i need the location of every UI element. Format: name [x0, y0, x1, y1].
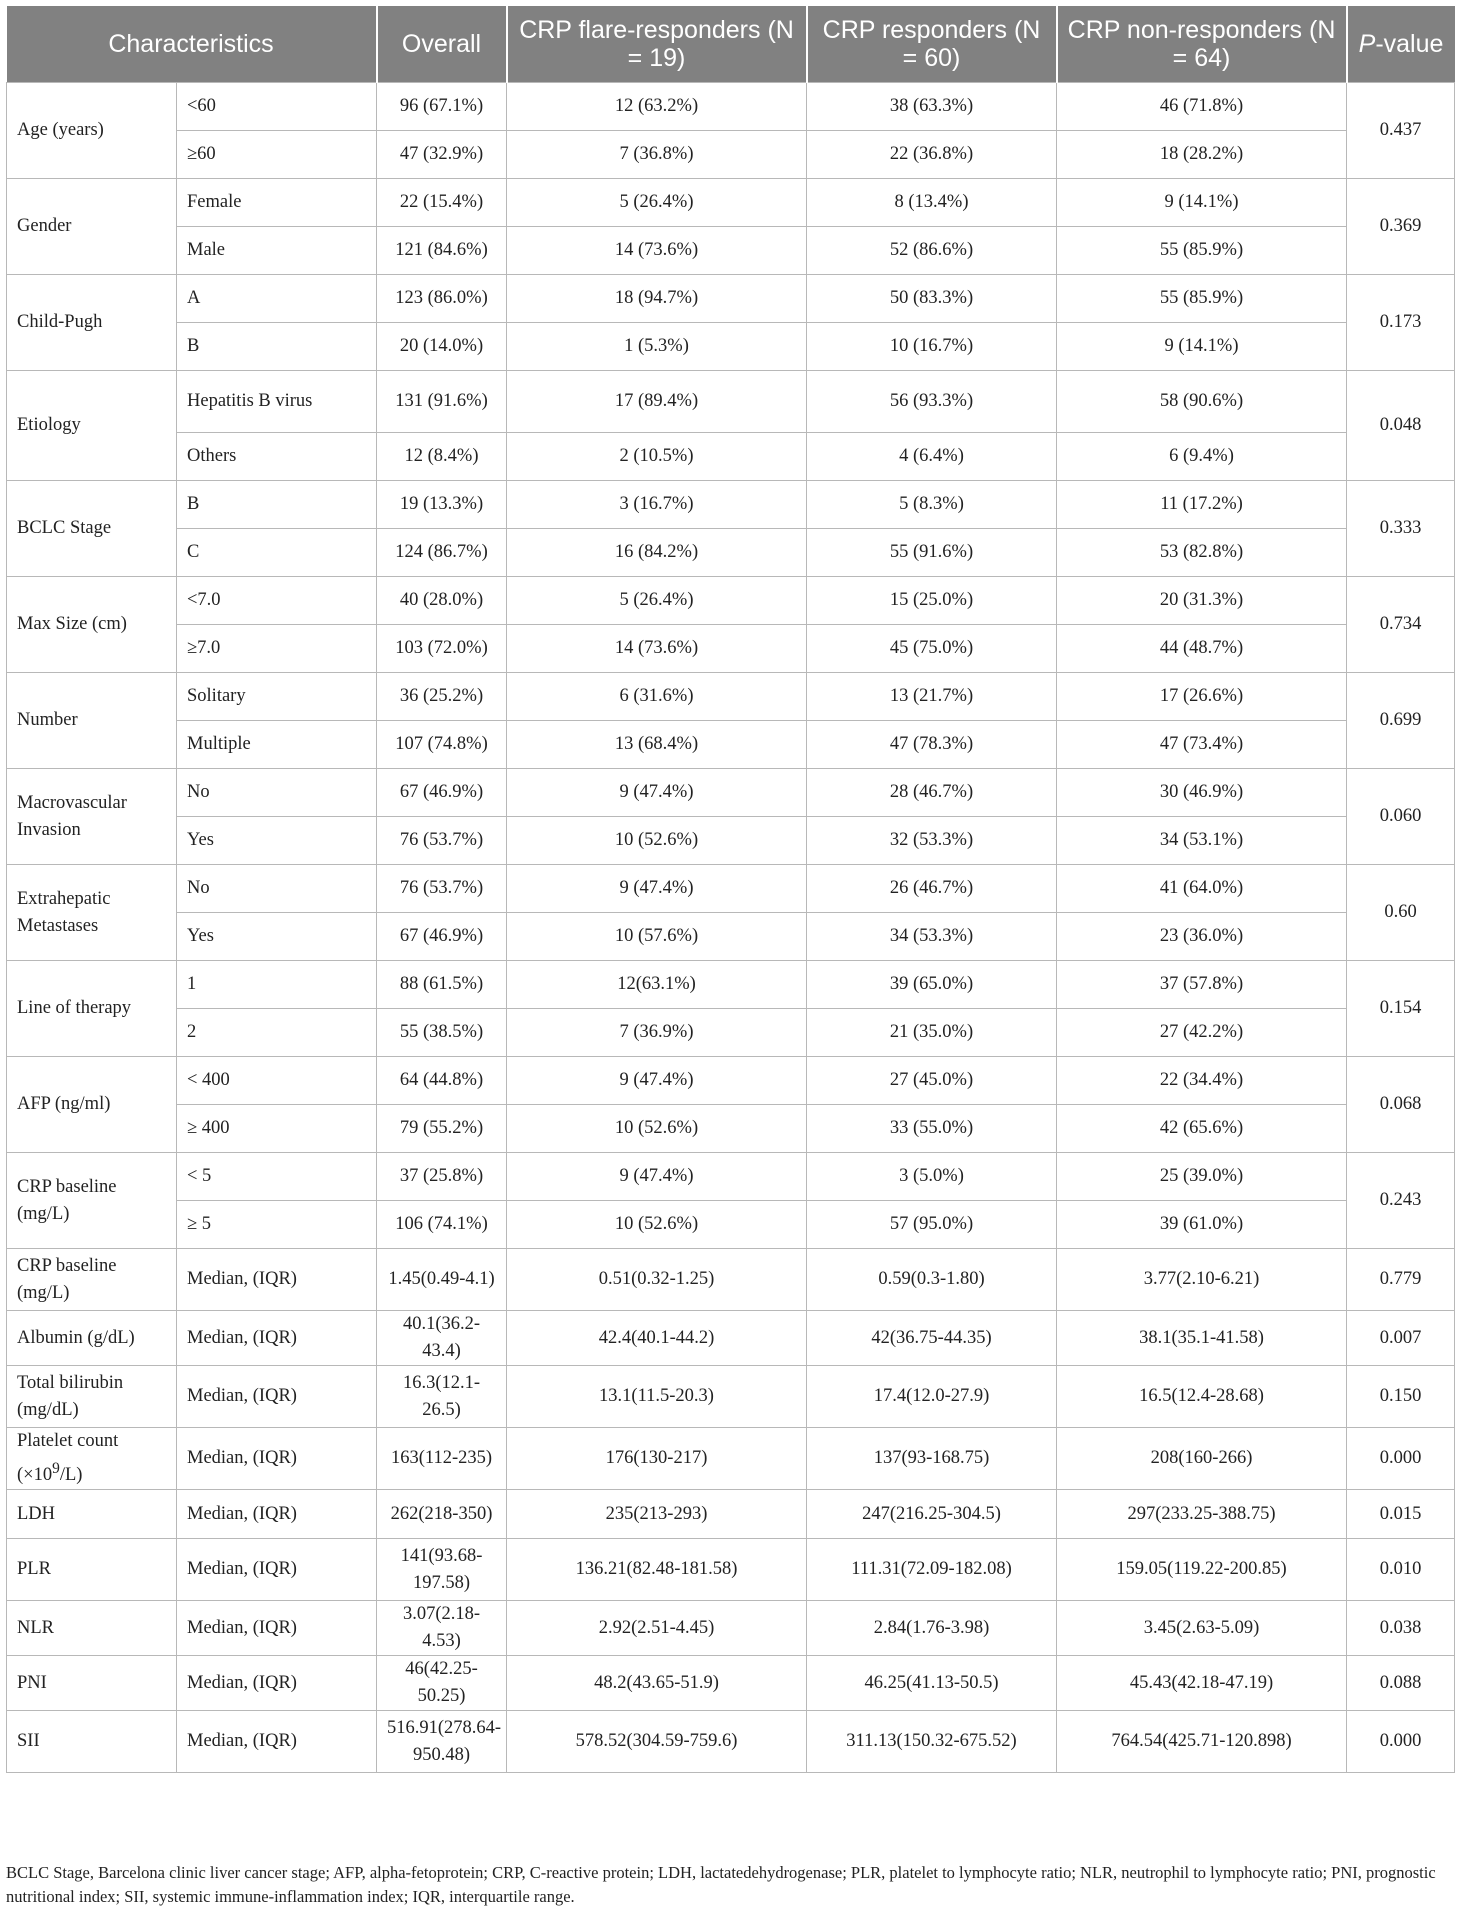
cell-overall: 76 (53.7%): [377, 865, 507, 913]
cell-flare-responders: 7 (36.8%): [507, 131, 807, 179]
row-category: Hepatitis B virus: [177, 371, 377, 433]
row-label-unit-pre: (×10: [17, 1465, 53, 1486]
cell-flare-responders: 14 (73.6%): [507, 625, 807, 673]
cell-overall: 67 (46.9%): [377, 913, 507, 961]
cell-flare-responders: 48.2(43.65-51.9): [507, 1656, 807, 1711]
table-row: [7, 371, 1455, 433]
cell-pvalue: 0.779: [1347, 1249, 1455, 1311]
cell-non-responders: 297(233.25-388.75): [1057, 1490, 1347, 1539]
cell-flare-responders: 16 (84.2%): [507, 529, 807, 577]
cell-responders: 33 (55.0%): [807, 1105, 1057, 1153]
cell-responders: 52 (86.6%): [807, 227, 1057, 275]
cell-overall: 131 (91.6%): [377, 371, 507, 433]
table-row: [7, 323, 1455, 371]
row-category: Female: [177, 179, 377, 227]
table-row: [7, 275, 1455, 323]
cell-flare-responders: 5 (26.4%): [507, 179, 807, 227]
cell-responders: 47 (78.3%): [807, 721, 1057, 769]
cell-non-responders: 25 (39.0%): [1057, 1153, 1347, 1201]
header-pvalue: [1347, 6, 1455, 83]
row-category: ≥60: [177, 131, 377, 179]
table-row: [7, 1428, 1455, 1490]
table-row: [7, 865, 1455, 913]
cell-responders: 46.25(41.13-50.5): [807, 1656, 1057, 1711]
table-row: [7, 961, 1455, 1009]
cell-flare-responders: 578.52(304.59-759.6): [507, 1711, 807, 1773]
cell-overall: 46(42.25-50.25): [377, 1656, 507, 1711]
cell-responders: 5 (8.3%): [807, 481, 1057, 529]
row-category: Median, (IQR): [177, 1711, 377, 1773]
row-category: 1: [177, 961, 377, 1009]
table-row: [7, 913, 1455, 961]
row-category: <60: [177, 83, 377, 131]
cell-non-responders: 53 (82.8%): [1057, 529, 1347, 577]
table-row: [7, 433, 1455, 481]
cell-flare-responders: 17 (89.4%): [507, 371, 807, 433]
cell-overall: 20 (14.0%): [377, 323, 507, 371]
table-row: [7, 721, 1455, 769]
cell-flare-responders: 2.92(2.51-4.45): [507, 1601, 807, 1656]
table-row: [7, 673, 1455, 721]
cell-responders: 4 (6.4%): [807, 433, 1057, 481]
cell-pvalue: 0.015: [1347, 1490, 1455, 1539]
row-label: Number: [7, 673, 177, 769]
header-characteristics: Characteristics: [7, 6, 377, 83]
header-pvalue-rest: -value: [1375, 30, 1444, 58]
row-label: AFP (ng/ml): [7, 1057, 177, 1153]
row-category: Multiple: [177, 721, 377, 769]
cell-responders: 26 (46.7%): [807, 865, 1057, 913]
row-label: Max Size (cm): [7, 577, 177, 673]
table-row: [7, 1711, 1455, 1773]
row-category: <7.0: [177, 577, 377, 625]
cell-non-responders: 11 (17.2%): [1057, 481, 1347, 529]
cell-flare-responders: 13 (68.4%): [507, 721, 807, 769]
cell-pvalue: 0.369: [1347, 179, 1455, 275]
cell-non-responders: 159.05(119.22-200.85): [1057, 1539, 1347, 1601]
header-row: [7, 6, 1455, 83]
row-category: Median, (IQR): [177, 1539, 377, 1601]
cell-non-responders: 16.5(12.4-28.68): [1057, 1366, 1347, 1428]
cell-responders: 38 (63.3%): [807, 83, 1057, 131]
table-row: [7, 131, 1455, 179]
cell-non-responders: 3.77(2.10-6.21): [1057, 1249, 1347, 1311]
cell-overall: 123 (86.0%): [377, 275, 507, 323]
row-category: B: [177, 481, 377, 529]
row-label-unit-post: /L): [59, 1465, 83, 1486]
header-pvalue-italic: P: [1358, 30, 1376, 58]
cell-non-responders: 47 (73.4%): [1057, 721, 1347, 769]
row-label: BCLC Stage: [7, 481, 177, 577]
row-category: Male: [177, 227, 377, 275]
cell-overall: 19 (13.3%): [377, 481, 507, 529]
table-body: [7, 83, 1455, 1773]
cell-overall: 67 (46.9%): [377, 769, 507, 817]
cell-non-responders: 20 (31.3%): [1057, 577, 1347, 625]
cell-non-responders: 3.45(2.63-5.09): [1057, 1601, 1347, 1656]
table-row: [7, 227, 1455, 275]
table-row: [7, 769, 1455, 817]
cell-responders: 42(36.75-44.35): [807, 1311, 1057, 1366]
cell-flare-responders: 14 (73.6%): [507, 227, 807, 275]
row-category: Yes: [177, 913, 377, 961]
characteristics-table: [6, 6, 1455, 1773]
cell-flare-responders: 6 (31.6%): [507, 673, 807, 721]
cell-non-responders: 55 (85.9%): [1057, 275, 1347, 323]
row-label: Etiology: [7, 371, 177, 481]
cell-non-responders: 9 (14.1%): [1057, 323, 1347, 371]
cell-responders: 28 (46.7%): [807, 769, 1057, 817]
table-row: [7, 1153, 1455, 1201]
cell-overall: 12 (8.4%): [377, 433, 507, 481]
cell-flare-responders: 9 (47.4%): [507, 1057, 807, 1105]
cell-flare-responders: 9 (47.4%): [507, 1153, 807, 1201]
row-category: ≥7.0: [177, 625, 377, 673]
cell-flare-responders: 12(63.1%): [507, 961, 807, 1009]
cell-responders: 21 (35.0%): [807, 1009, 1057, 1057]
cell-pvalue: 0.173: [1347, 275, 1455, 371]
cell-overall: 40 (28.0%): [377, 577, 507, 625]
row-category: A: [177, 275, 377, 323]
row-label: NLR: [7, 1601, 177, 1656]
table-row: [7, 817, 1455, 865]
cell-overall: 40.1(36.2-43.4): [377, 1311, 507, 1366]
cell-responders: 32 (53.3%): [807, 817, 1057, 865]
cell-pvalue: 0.734: [1347, 577, 1455, 673]
table-row: [7, 1105, 1455, 1153]
table-row: [7, 1249, 1455, 1311]
cell-non-responders: 58 (90.6%): [1057, 371, 1347, 433]
cell-flare-responders: 1 (5.3%): [507, 323, 807, 371]
row-category: 2: [177, 1009, 377, 1057]
row-category: Median, (IQR): [177, 1601, 377, 1656]
row-label: CRP baseline (mg/L): [7, 1249, 177, 1311]
cell-flare-responders: 10 (57.6%): [507, 913, 807, 961]
cell-non-responders: 44 (48.7%): [1057, 625, 1347, 673]
table-header: [7, 6, 1455, 83]
cell-overall: 96 (67.1%): [377, 83, 507, 131]
row-label: Extrahepatic Metastases: [7, 865, 177, 961]
cell-non-responders: 39 (61.0%): [1057, 1201, 1347, 1249]
cell-non-responders: 27 (42.2%): [1057, 1009, 1347, 1057]
cell-overall: 516.91(278.64-950.48): [377, 1711, 507, 1773]
row-label-main: Platelet count: [17, 1431, 119, 1451]
cell-non-responders: 9 (14.1%): [1057, 179, 1347, 227]
cell-pvalue: 0.243: [1347, 1153, 1455, 1249]
cell-pvalue: 0.60: [1347, 865, 1455, 961]
cell-non-responders: 764.54(425.71-120.898): [1057, 1711, 1347, 1773]
table-row: [7, 577, 1455, 625]
table-row: [7, 1539, 1455, 1601]
cell-overall: 103 (72.0%): [377, 625, 507, 673]
row-label: CRP baseline (mg/L): [7, 1153, 177, 1249]
table-row: [7, 83, 1455, 131]
cell-pvalue: 0.048: [1347, 371, 1455, 481]
cell-pvalue: 0.000: [1347, 1428, 1455, 1490]
row-category: C: [177, 529, 377, 577]
cell-overall: 36 (25.2%): [377, 673, 507, 721]
header-flare-responders: CRP flare-responders (N = 19): [507, 6, 807, 83]
cell-responders: 111.31(72.09-182.08): [807, 1539, 1057, 1601]
cell-responders: 55 (91.6%): [807, 529, 1057, 577]
cell-overall: 55 (38.5%): [377, 1009, 507, 1057]
cell-responders: 10 (16.7%): [807, 323, 1057, 371]
row-category: B: [177, 323, 377, 371]
row-category: No: [177, 769, 377, 817]
cell-responders: 3 (5.0%): [807, 1153, 1057, 1201]
row-label: Gender: [7, 179, 177, 275]
cell-pvalue: 0.088: [1347, 1656, 1455, 1711]
cell-responders: 8 (13.4%): [807, 179, 1057, 227]
cell-responders: 17.4(12.0-27.9): [807, 1366, 1057, 1428]
row-category: Solitary: [177, 673, 377, 721]
row-label: Albumin (g/dL): [7, 1311, 177, 1366]
header-responders: CRP responders (N = 60): [807, 6, 1057, 83]
cell-non-responders: 37 (57.8%): [1057, 961, 1347, 1009]
cell-flare-responders: 9 (47.4%): [507, 769, 807, 817]
cell-flare-responders: 0.51(0.32-1.25): [507, 1249, 807, 1311]
cell-non-responders: 30 (46.9%): [1057, 769, 1347, 817]
table-row: [7, 1057, 1455, 1105]
cell-pvalue: 0.699: [1347, 673, 1455, 769]
cell-responders: 247(216.25-304.5): [807, 1490, 1057, 1539]
cell-responders: 15 (25.0%): [807, 577, 1057, 625]
cell-overall: 37 (25.8%): [377, 1153, 507, 1201]
row-category: Median, (IQR): [177, 1490, 377, 1539]
cell-overall: 124 (86.7%): [377, 529, 507, 577]
cell-responders: 27 (45.0%): [807, 1057, 1057, 1105]
table-row: [7, 481, 1455, 529]
cell-responders: 50 (83.3%): [807, 275, 1057, 323]
row-category: Median, (IQR): [177, 1249, 377, 1311]
cell-non-responders: 17 (26.6%): [1057, 673, 1347, 721]
row-category: Median, (IQR): [177, 1366, 377, 1428]
cell-overall: 163(112-235): [377, 1428, 507, 1490]
cell-responders: 34 (53.3%): [807, 913, 1057, 961]
cell-responders: 0.59(0.3-1.80): [807, 1249, 1057, 1311]
cell-non-responders: 38.1(35.1-41.58): [1057, 1311, 1347, 1366]
row-label: LDH: [7, 1490, 177, 1539]
row-category: < 5: [177, 1153, 377, 1201]
cell-pvalue: 0.333: [1347, 481, 1455, 577]
row-category: Median, (IQR): [177, 1311, 377, 1366]
cell-flare-responders: 13.1(11.5-20.3): [507, 1366, 807, 1428]
row-label: Macrovascular Invasion: [7, 769, 177, 865]
cell-flare-responders: 10 (52.6%): [507, 1105, 807, 1153]
cell-non-responders: 34 (53.1%): [1057, 817, 1347, 865]
cell-flare-responders: 7 (36.9%): [507, 1009, 807, 1057]
row-category: ≥ 5: [177, 1201, 377, 1249]
cell-flare-responders: 10 (52.6%): [507, 817, 807, 865]
cell-flare-responders: 10 (52.6%): [507, 1201, 807, 1249]
table-footnote: BCLC Stage, Barcelona clinic liver cancer stage; AFP, alpha-fetoprotein; CRP, C-reactive protein; LDH, lactatedehydrogenase; PLR, platelet to lymphocyte ratio; NLR, neutrophil to lymphocyte ratio; PNI, prognostic nutritional index; SII, systemic immune-inflammation index; IQR, interquartile range.: [6, 1863, 1436, 1906]
cell-non-responders: 18 (28.2%): [1057, 131, 1347, 179]
row-label: PLR: [7, 1539, 177, 1601]
cell-flare-responders: 3 (16.7%): [507, 481, 807, 529]
cell-flare-responders: 42.4(40.1-44.2): [507, 1311, 807, 1366]
table-row: [7, 1009, 1455, 1057]
cell-responders: 57 (95.0%): [807, 1201, 1057, 1249]
row-category: Yes: [177, 817, 377, 865]
cell-responders: 13 (21.7%): [807, 673, 1057, 721]
cell-flare-responders: 136.21(82.48-181.58): [507, 1539, 807, 1601]
cell-flare-responders: 5 (26.4%): [507, 577, 807, 625]
cell-pvalue: 0.007: [1347, 1311, 1455, 1366]
cell-non-responders: 55 (85.9%): [1057, 227, 1347, 275]
table-row: [7, 179, 1455, 227]
table-row: [7, 529, 1455, 577]
cell-responders: 311.13(150.32-675.52): [807, 1711, 1057, 1773]
table-row: [7, 1656, 1455, 1711]
cell-pvalue: 0.150: [1347, 1366, 1455, 1428]
cell-overall: 88 (61.5%): [377, 961, 507, 1009]
row-label: PNI: [7, 1656, 177, 1711]
cell-flare-responders: 12 (63.2%): [507, 83, 807, 131]
cell-responders: 39 (65.0%): [807, 961, 1057, 1009]
cell-flare-responders: 176(130-217): [507, 1428, 807, 1490]
cell-responders: 22 (36.8%): [807, 131, 1057, 179]
cell-flare-responders: 9 (47.4%): [507, 865, 807, 913]
row-label: Total bilirubin (mg/dL): [7, 1366, 177, 1428]
cell-non-responders: 22 (34.4%): [1057, 1057, 1347, 1105]
cell-flare-responders: 2 (10.5%): [507, 433, 807, 481]
row-label: [7, 1428, 177, 1490]
cell-non-responders: 42 (65.6%): [1057, 1105, 1347, 1153]
cell-overall: 107 (74.8%): [377, 721, 507, 769]
cell-flare-responders: 18 (94.7%): [507, 275, 807, 323]
cell-overall: 22 (15.4%): [377, 179, 507, 227]
cell-responders: 137(93-168.75): [807, 1428, 1057, 1490]
row-label: Age (years): [7, 83, 177, 179]
cell-pvalue: 0.437: [1347, 83, 1455, 179]
header-overall: Overall: [377, 6, 507, 83]
cell-overall: 1.45(0.49-4.1): [377, 1249, 507, 1311]
cell-overall: 141(93.68-197.58): [377, 1539, 507, 1601]
cell-pvalue: 0.010: [1347, 1539, 1455, 1601]
row-label: Child-Pugh: [7, 275, 177, 371]
cell-overall: 262(218-350): [377, 1490, 507, 1539]
cell-overall: 16.3(12.1-26.5): [377, 1366, 507, 1428]
cell-overall: 3.07(2.18-4.53): [377, 1601, 507, 1656]
row-category: ≥ 400: [177, 1105, 377, 1153]
cell-pvalue: 0.038: [1347, 1601, 1455, 1656]
cell-overall: 76 (53.7%): [377, 817, 507, 865]
row-label: SII: [7, 1711, 177, 1773]
cell-overall: 64 (44.8%): [377, 1057, 507, 1105]
cell-responders: 2.84(1.76-3.98): [807, 1601, 1057, 1656]
cell-pvalue: 0.000: [1347, 1711, 1455, 1773]
cell-overall: 47 (32.9%): [377, 131, 507, 179]
cell-responders: 56 (93.3%): [807, 371, 1057, 433]
table-row: [7, 1201, 1455, 1249]
cell-pvalue: 0.060: [1347, 769, 1455, 865]
cell-flare-responders: 235(213-293): [507, 1490, 807, 1539]
row-label: Line of therapy: [7, 961, 177, 1057]
cell-overall: 106 (74.1%): [377, 1201, 507, 1249]
row-category: Median, (IQR): [177, 1656, 377, 1711]
row-label-unit-sup: 9: [52, 1460, 60, 1477]
table-row: [7, 1311, 1455, 1366]
table-row: [7, 1490, 1455, 1539]
cell-non-responders: 23 (36.0%): [1057, 913, 1347, 961]
cell-pvalue: 0.154: [1347, 961, 1455, 1057]
cell-overall: 79 (55.2%): [377, 1105, 507, 1153]
table-row: [7, 1366, 1455, 1428]
cell-non-responders: 208(160-266): [1057, 1428, 1347, 1490]
row-category: Others: [177, 433, 377, 481]
cell-responders: 45 (75.0%): [807, 625, 1057, 673]
cell-overall: 121 (84.6%): [377, 227, 507, 275]
header-non-responders: CRP non-responders (N = 64): [1057, 6, 1347, 83]
row-category: Median, (IQR): [177, 1428, 377, 1490]
cell-non-responders: 6 (9.4%): [1057, 433, 1347, 481]
cell-pvalue: 0.068: [1347, 1057, 1455, 1153]
table-row: [7, 625, 1455, 673]
cell-non-responders: 46 (71.8%): [1057, 83, 1347, 131]
cell-non-responders: 41 (64.0%): [1057, 865, 1347, 913]
table-row: [7, 1601, 1455, 1656]
cell-non-responders: 45.43(42.18-47.19): [1057, 1656, 1347, 1711]
row-category: No: [177, 865, 377, 913]
row-category: < 400: [177, 1057, 377, 1105]
